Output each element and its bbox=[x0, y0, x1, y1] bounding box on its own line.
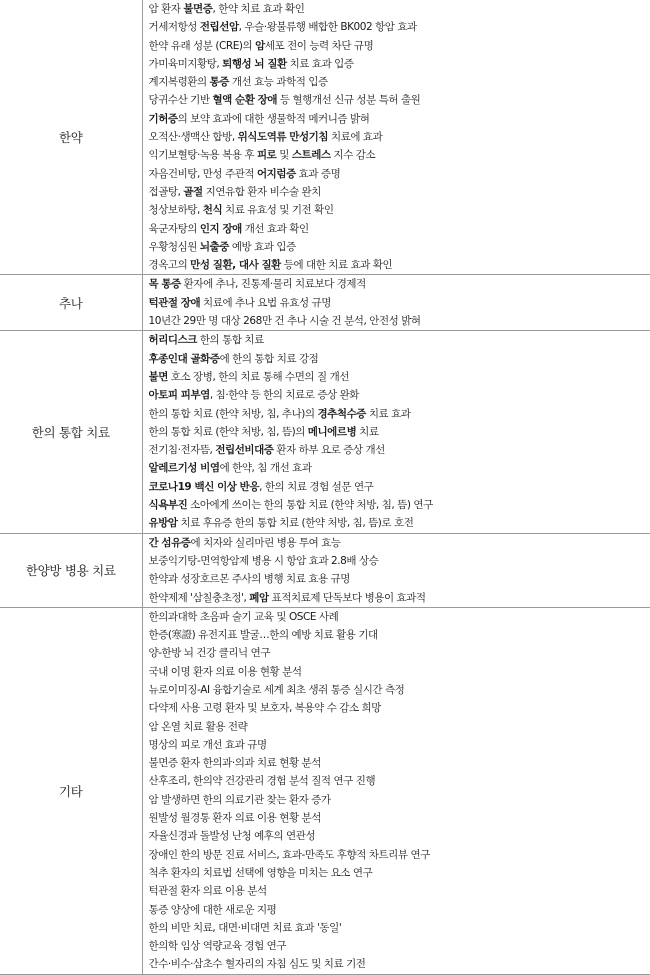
item-text: 의 보약 효과에 대한 생물학적 메커니즘 밝혀 bbox=[178, 113, 370, 125]
highlighted-keyword: 식욕부진 bbox=[149, 499, 188, 511]
research-item bbox=[149, 0, 650, 18]
highlighted-keyword: 인지 장애 bbox=[200, 223, 242, 235]
item-text: 보중익기탕-면역항암제 병용 시 항암 효과 2.8배 상승 bbox=[149, 555, 379, 567]
item-text: 육군자탕의 bbox=[149, 223, 200, 235]
research-item bbox=[149, 275, 650, 293]
research-item bbox=[149, 128, 650, 146]
research-item bbox=[149, 718, 650, 736]
item-text: 한의 통합 치료 (한약 처방, 침, 뜸)의 bbox=[149, 426, 308, 438]
item-text: 간수·비수·삼초수 혈자리의 자침 심도 및 치료 기전 bbox=[149, 958, 366, 970]
item-text: 익기보혈탕·녹용 복용 후 bbox=[149, 149, 257, 161]
highlighted-keyword: 폐암 bbox=[249, 592, 268, 604]
research-item bbox=[149, 423, 650, 441]
table-row-combined-treatment bbox=[0, 533, 650, 607]
item-text: 한약제제 '삼칠충초정', bbox=[149, 592, 250, 604]
table-row-chuna bbox=[0, 275, 650, 331]
category-label-combined-treatment: 한양방 병용 치료 bbox=[0, 533, 142, 607]
research-item bbox=[149, 165, 650, 183]
item-text: 한의 통합 치료 bbox=[197, 334, 264, 346]
category-label-other: 기타 bbox=[0, 607, 142, 974]
item-text: 명상의 피로 개선 효과 규명 bbox=[149, 739, 267, 751]
research-item bbox=[149, 570, 650, 588]
item-text: 개선 효능 과학적 입증 bbox=[229, 76, 328, 88]
item-text: 치료 bbox=[356, 426, 378, 438]
research-item bbox=[149, 937, 650, 955]
item-text: 통증 양상에 대한 새로운 지평 bbox=[149, 904, 277, 916]
item-text: 호소 장병, 한의 치료 통해 수면의 질 개선 bbox=[168, 371, 349, 383]
item-text: 다약제 사용 고령 환자 및 보호자, 복용약 수 감소 희망 bbox=[149, 702, 381, 714]
item-text: 한의 비만 치료, 대면·비대면 치료 효과 '동일' bbox=[149, 922, 342, 934]
highlighted-keyword: 피로 bbox=[257, 149, 276, 161]
item-text: 척추 환자의 치료법 선택에 영향을 미치는 요소 연구 bbox=[149, 867, 373, 879]
item-text: , 한약 치료 효과 확인 bbox=[212, 3, 304, 15]
item-text: 환자 하부 요로 증상 개선 bbox=[274, 444, 385, 456]
research-item bbox=[149, 699, 650, 717]
item-list-other bbox=[142, 607, 650, 974]
research-item bbox=[149, 514, 650, 532]
item-text: 계지복령환의 bbox=[149, 76, 210, 88]
research-item bbox=[149, 589, 650, 607]
research-item bbox=[149, 405, 650, 423]
item-text: 지수 감소 bbox=[331, 149, 376, 161]
table-row-integrative-treatment bbox=[0, 331, 650, 533]
research-item bbox=[149, 256, 650, 274]
item-list-herbal-medicine bbox=[142, 0, 650, 275]
research-item bbox=[149, 478, 650, 496]
item-text: 산후조리, 한의약 건강관리 경험 분석 질적 연구 진행 bbox=[149, 775, 376, 787]
research-item bbox=[149, 919, 650, 937]
item-text: 등 혈행개선 신규 성분 특허 출원 bbox=[277, 94, 420, 106]
item-text: 치료에 효과 bbox=[328, 131, 382, 143]
item-text: 치료에 추나 요법 유효성 규명 bbox=[200, 297, 331, 309]
highlighted-keyword: 기허증 bbox=[149, 113, 178, 125]
research-item bbox=[149, 220, 650, 238]
item-text: 표적치료제 단독보다 병용이 효과적 bbox=[269, 592, 426, 604]
item-text: 소아에게 쓰이는 한의 통합 치료 (한약 처방, 침, 뜸) 연구 bbox=[187, 499, 433, 511]
item-text: 국내 이명 환자 의료 이용 현황 분석 bbox=[149, 666, 302, 678]
research-item bbox=[149, 91, 650, 109]
highlighted-keyword: 스트레스 bbox=[292, 149, 331, 161]
research-item bbox=[149, 864, 650, 882]
research-item bbox=[149, 644, 650, 662]
highlighted-keyword: 어지럼증 bbox=[257, 168, 296, 180]
research-item bbox=[149, 386, 650, 404]
item-text: , 침·한약 등 한의 치료로 증상 완화 bbox=[210, 389, 359, 401]
highlighted-keyword: 목 통증 bbox=[149, 278, 181, 290]
item-text: 개선 효과 확인 bbox=[242, 223, 309, 235]
item-text: 원발성 월경통 환자 의료 이용 현황 분석 bbox=[149, 812, 321, 824]
item-text: 치료 후유증 한의 통합 치료 (한약 처방, 침, 뜸)로 호전 bbox=[178, 517, 414, 529]
research-item bbox=[149, 791, 650, 809]
item-text: 환자에 추나, 진통제·물리 치료보다 경제적 bbox=[181, 278, 366, 290]
highlighted-keyword: 뇌출중 bbox=[200, 241, 229, 253]
research-item bbox=[149, 827, 650, 845]
research-item bbox=[149, 350, 650, 368]
research-item bbox=[149, 772, 650, 790]
highlighted-keyword: 허리디스크 bbox=[149, 334, 197, 346]
item-text: 오적산·생맥산 합방, bbox=[149, 131, 238, 143]
category-label-herbal-medicine: 한약 bbox=[0, 0, 142, 275]
research-item bbox=[149, 496, 650, 514]
item-text: 암 발생하면 한의 의료기관 찾는 환자 증가 bbox=[149, 794, 331, 806]
item-text: 치료 효과 bbox=[366, 408, 411, 420]
research-item bbox=[149, 331, 650, 349]
table-row-other bbox=[0, 607, 650, 974]
item-text: 뉴로이미징-AI 융합기술로 세계 최초 생쥐 통증 실시간 측정 bbox=[149, 684, 405, 696]
item-text: 지연유합 환자 비수술 완치 bbox=[203, 186, 321, 198]
research-item bbox=[149, 110, 650, 128]
item-text: , 한의 치료 경험 설문 연구 bbox=[259, 481, 373, 493]
highlighted-keyword: 턱관절 장애 bbox=[149, 297, 201, 309]
item-text: 청상보하탕, bbox=[149, 204, 203, 216]
item-text: 불면증 환자 한의과·의과 치료 현황 분석 bbox=[149, 757, 321, 769]
highlighted-keyword: 위식도역류 만성기침 bbox=[238, 131, 328, 143]
research-item bbox=[149, 18, 650, 36]
item-text: 자율신경과 돌발성 난청 예후의 연관성 bbox=[149, 830, 316, 842]
research-item bbox=[149, 846, 650, 864]
highlighted-keyword: 퇴행성 뇌 질환 bbox=[222, 58, 287, 70]
research-item bbox=[149, 681, 650, 699]
item-text: 한의과대학 초음파 술기 교육 및 OSCE 사례 bbox=[149, 611, 339, 623]
highlighted-keyword: 경추척수증 bbox=[317, 408, 365, 420]
item-text: 전기침·전자뜸, bbox=[149, 444, 216, 456]
item-text: 한약 유래 성분 (CRE)의 bbox=[149, 40, 256, 52]
research-item bbox=[149, 736, 650, 754]
highlighted-keyword: 아토피 피부염 bbox=[149, 389, 210, 401]
research-item bbox=[149, 626, 650, 644]
highlighted-keyword: 코로나19 백신 이상 반응 bbox=[149, 481, 260, 493]
highlighted-keyword: 암 bbox=[255, 40, 265, 52]
item-text: 경옥고의 bbox=[149, 259, 191, 271]
highlighted-keyword: 전립선비대증 bbox=[215, 444, 273, 456]
highlighted-keyword: 불면 bbox=[149, 371, 168, 383]
item-list-integrative-treatment bbox=[142, 331, 650, 533]
item-text: 치료 유효성 및 기전 확인 bbox=[222, 204, 333, 216]
research-item bbox=[149, 459, 650, 477]
highlighted-keyword: 불면증 bbox=[183, 3, 212, 15]
item-text: 에 치자와 실리마린 병용 투여 효능 bbox=[190, 537, 340, 549]
research-item bbox=[149, 882, 650, 900]
research-item bbox=[149, 955, 650, 973]
item-list-combined-treatment bbox=[142, 533, 650, 607]
research-item bbox=[149, 368, 650, 386]
research-item bbox=[149, 146, 650, 164]
item-text: 세포 전이 능력 차단 규명 bbox=[265, 40, 373, 52]
item-text: 양-한방 뇌 건강 클리닉 연구 bbox=[149, 647, 271, 659]
highlighted-keyword: 유방암 bbox=[149, 517, 178, 529]
item-text: 에 한의 통합 치료 강점 bbox=[220, 353, 319, 365]
item-text: 암 환자 bbox=[149, 3, 184, 15]
item-text: 거세저항성 bbox=[149, 21, 200, 33]
item-text: 자음건비탕, 만성 주관적 bbox=[149, 168, 257, 180]
research-item bbox=[149, 901, 650, 919]
item-text: 등에 대한 치료 효과 확인 bbox=[281, 259, 392, 271]
research-item bbox=[149, 238, 650, 256]
item-text: 한의 통합 치료 (한약 처방, 침, 추나)의 bbox=[149, 408, 318, 420]
research-item bbox=[149, 552, 650, 570]
research-item bbox=[149, 294, 650, 312]
item-text: 접골탕, bbox=[149, 186, 184, 198]
item-text: 예방 효과 입증 bbox=[229, 241, 296, 253]
highlighted-keyword: 통증 bbox=[210, 76, 229, 88]
highlighted-keyword: 만성 질환, 대사 질환 bbox=[190, 259, 281, 271]
item-text: 및 bbox=[276, 149, 291, 161]
item-text: 한약과 성장호르몬 주사의 병행 치료 효용 규명 bbox=[149, 573, 351, 585]
item-text: 한의학 임상 역량교육 경험 연구 bbox=[149, 940, 287, 952]
research-item bbox=[149, 663, 650, 681]
highlighted-keyword: 천식 bbox=[203, 204, 222, 216]
research-item bbox=[149, 55, 650, 73]
research-item bbox=[149, 201, 650, 219]
item-text: 장애인 한의 방문 진료 서비스, 효과-만족도 후향적 차트리뷰 연구 bbox=[149, 849, 430, 861]
item-text: 효과 증명 bbox=[296, 168, 341, 180]
item-text: 턱관절 환자 의료 이용 분석 bbox=[149, 885, 267, 897]
item-text: 우황청심원 bbox=[149, 241, 200, 253]
research-item bbox=[149, 441, 650, 459]
research-item bbox=[149, 312, 650, 330]
research-item bbox=[149, 534, 650, 552]
item-list-chuna bbox=[142, 275, 650, 331]
highlighted-keyword: 메니에르병 bbox=[308, 426, 356, 438]
item-text: 암 온열 치료 활용 전략 bbox=[149, 721, 248, 733]
item-text: 당귀수산 기반 bbox=[149, 94, 213, 106]
item-text: 한증(寒證) 유전지표 발굴…한의 예방 치료 활용 기대 bbox=[149, 629, 378, 641]
item-text: 가미육미지황탕, bbox=[149, 58, 223, 70]
table-row-herbal-medicine bbox=[0, 0, 650, 275]
highlighted-keyword: 후종인대 골화증 bbox=[149, 353, 220, 365]
item-text: , 우슬·왕불류행 배합한 BK002 항암 효과 bbox=[239, 21, 417, 33]
item-text: 에 한약, 침 개선 효과 bbox=[220, 462, 312, 474]
category-label-chuna: 추나 bbox=[0, 275, 142, 331]
research-item bbox=[149, 37, 650, 55]
research-item bbox=[149, 73, 650, 91]
highlighted-keyword: 전립선암 bbox=[200, 21, 239, 33]
highlighted-keyword: 간 섬유증 bbox=[149, 537, 191, 549]
item-text: 치료 효과 입증 bbox=[287, 58, 354, 70]
category-label-integrative-treatment: 한의 통합 치료 bbox=[0, 331, 142, 533]
highlighted-keyword: 알레르기성 비염 bbox=[149, 462, 220, 474]
research-item bbox=[149, 809, 650, 827]
research-item bbox=[149, 608, 650, 626]
research-item bbox=[149, 183, 650, 201]
research-item bbox=[149, 754, 650, 772]
highlighted-keyword: 혈액 순환 장애 bbox=[212, 94, 277, 106]
highlighted-keyword: 골절 bbox=[183, 186, 202, 198]
item-text: 10년간 29만 명 대상 268만 건 추나 시술 건 분석, 안전성 밝혀 bbox=[149, 315, 421, 327]
